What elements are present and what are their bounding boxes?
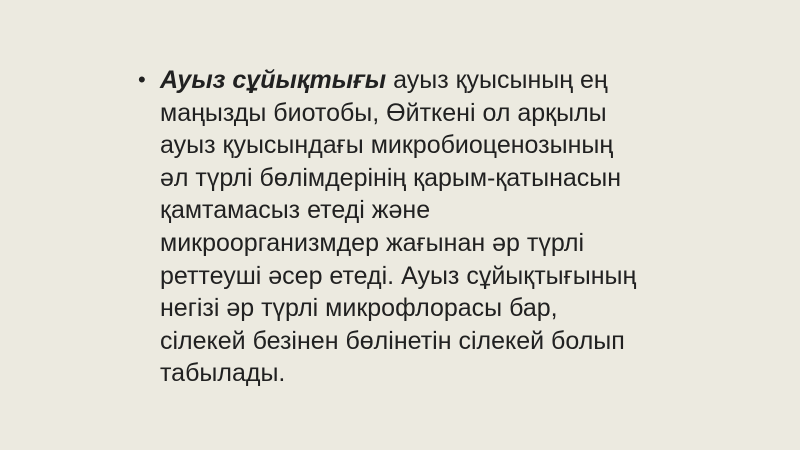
bullet-marker: • — [138, 67, 146, 92]
text-line-content: ауыз қуысындағы микробиоценозының — [160, 131, 614, 160]
text-line-content: маңызды биотобы, Өйткені ол арқылы — [160, 98, 607, 127]
key-term-bold-italic: Ауыз сұйықтығы — [160, 66, 387, 94]
text-line-content: әл түрлі бөлімдерінің қарым-қатынасын — [160, 163, 622, 192]
text-line-content: ауыз қуысының ең — [386, 66, 608, 94]
text-line — [160, 162, 636, 195]
text-line — [160, 227, 636, 260]
text-line-content: микроорганизмдер жағынан әр түрлі — [160, 228, 585, 257]
text-line — [160, 325, 636, 358]
text-line-content: сілекей безінен бөлінетін сілекей болып — [160, 326, 625, 355]
text-line — [160, 194, 636, 227]
text-line-content: негізі әр түрлі микрофлорасы бар, — [160, 294, 558, 323]
text-line-content: реттеуші әсер етеді. Ауыз сұйықтығының — [160, 261, 637, 290]
text-line-content: қамтамасыз етеді және — [160, 196, 431, 225]
text-line — [160, 97, 636, 130]
text-line — [138, 64, 636, 97]
text-line-content: табылады. — [160, 359, 286, 388]
text-line — [160, 292, 636, 325]
bullet-paragraph — [138, 64, 637, 390]
text-line — [160, 260, 636, 293]
text-line — [160, 357, 636, 390]
text-line — [160, 129, 636, 162]
